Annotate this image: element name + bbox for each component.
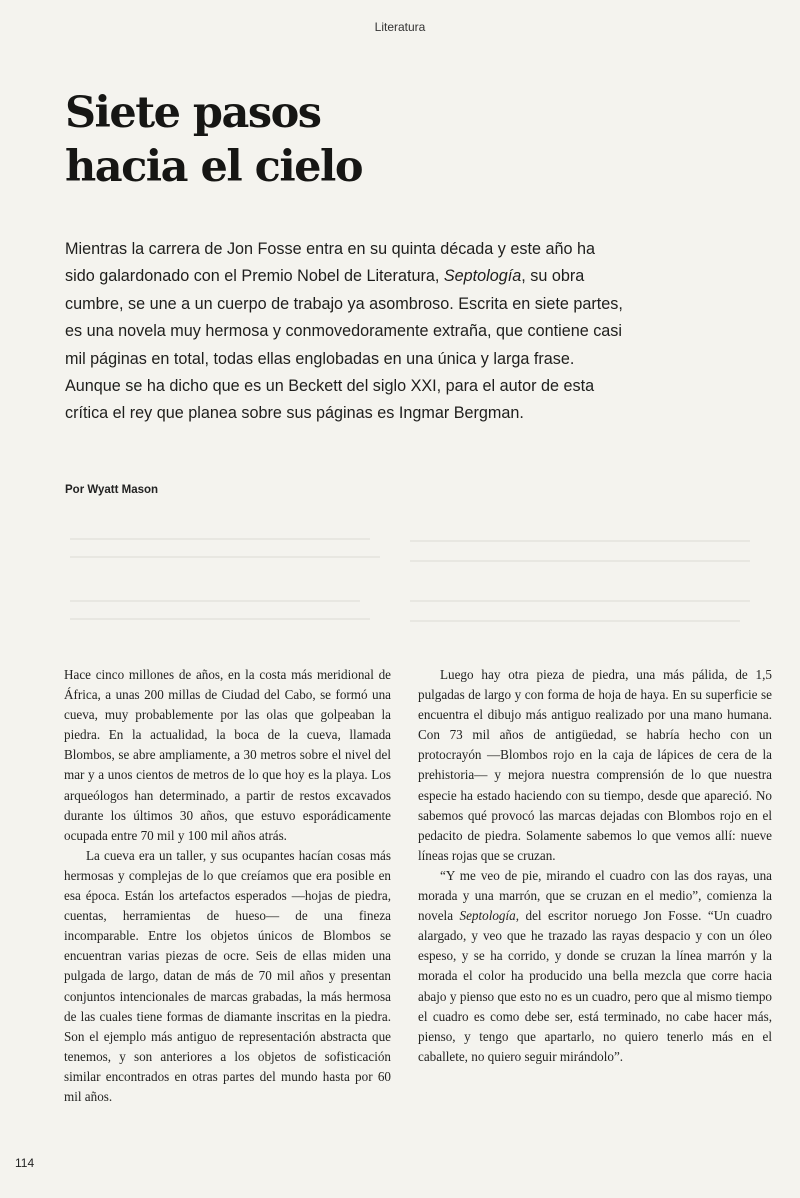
- body-paragraph: Hace cinco millones de años, en la costa más meridional de África, a unas 200 millas de Ciudad del Cabo, se formó una cueva, muy probablemente por las olas que golpeaban la piedra. En la actualidad, la boca de la cueva, llamada Blombos, se abre ampliamente, a 30 metros sobre el nivel del mar y a unos cientos de metros de lo que hoy es la playa. Los arqueólogos han determinado, a partir de restos excavados durante los últimos 30 años, que estuvo esporádicamente ocupada entre 70 mil y 100 mil años atrás.: [64, 667, 391, 843]
- page-number: 114: [15, 1156, 35, 1170]
- section-label: Literatura: [374, 20, 426, 34]
- lede-paragraph: [65, 236, 625, 428]
- novel-title: Septología: [459, 908, 516, 924]
- body-column-left: [64, 665, 391, 1107]
- byline: Por Wyatt Mason: [65, 484, 159, 496]
- body-paragraph: [418, 866, 772, 1067]
- title-line-1: Siete pasos: [65, 88, 321, 138]
- article-lede: [65, 236, 625, 428]
- body-paragraph: Luego hay otra pieza de piedra, una más pálida, de 1,5 pulgadas de largo y con forma de hoja de haya. En su superficie se encuentra el dibujo más antiguo realizado por una mano humana. Con 73 mil años de antigüedad, se habría hecho con un protocrayón —Blombos rojo en la caja de lápices de cera de la prehistoria— y mejora nuestra comprensión de lo que nuestra especie ha estado haciendo con su tiempo, desde que apareció. No sabemos qué provocó las marcas dejadas con Blombos rojo en el pedacito de piedra. Solamente sabemos lo que vemos allí: nueve líneas rojas que se cruzan.: [418, 667, 772, 863]
- lede-text-2: , su obra cumbre, se une a un cuerpo de trabajo ya asombroso. Escrita en siete partes, es una novela muy hermosa y conmovedoramente extraña, que contiene casi mil páginas en total, todas ellas englobadas en una única y larga frase. Aunque se ha dicho que es un Beckett del siglo XXI, para el autor de esta crítica el rey que planea sobre sus páginas es Ingmar Bergman.: [65, 267, 623, 423]
- lede-work-title: Septología: [443, 267, 522, 286]
- lede-text-1: Mientras la carrera de Jon Fosse entra en su quinta década y este año ha sido galardonado con el Premio Nobel de Literatura,: [65, 240, 596, 286]
- quote-text-2: , del escritor noruego Jon Fosse. “Un cuadro alargado, y veo que he trazado las rayas despacio y con un óleo espeso, y se ha corrido, y donde se cruzan la línea marrón y la morada el color ha producido una bella mezcla que corre hacia abajo y pienso que esto no es un cuadro, pero que al mismo tiempo el cuadro es como debe ser, está terminado, no cabe hacer más, pienso, y tengo que apartarlo, no quiero tenerlo más en el caballete, no quiero seguir mirándolo”.: [418, 908, 773, 1064]
- body-paragraph: La cueva era un taller, y sus ocupantes hacían cosas más hermosas y complejas de lo que creíamos que era posible en esa época. Están los artefactos esperados —hojas de piedra, cuentas, herramientas de hueso— de una fineza incomparable. Entre los objetos únicos de Blombos se encuentran varias piezas de ocre. Seis de ellas miden una pulgada de largo, datan de más de 70 mil años y presentan conjuntos intencionales de marcas grabadas, la más hermosa de las cuales tiene formas de diamante inscritas en la piedra. Son el ejemplo más antiguo de representación abstracta que tenemos, y son anteriores a los objetos de sofisticación similar encontrados en otras partes del mundo hasta por 60 mil años.: [64, 847, 391, 1104]
- body-column-right: [418, 665, 772, 1067]
- title-line-2: hacia el cielo: [65, 142, 363, 192]
- article-title: [65, 86, 485, 194]
- quote-text-1: “Y me veo de pie, mirando el cuadro con las dos rayas, una morada y una marrón, que se cruzan en el medio”, comienza la novela: [418, 867, 772, 924]
